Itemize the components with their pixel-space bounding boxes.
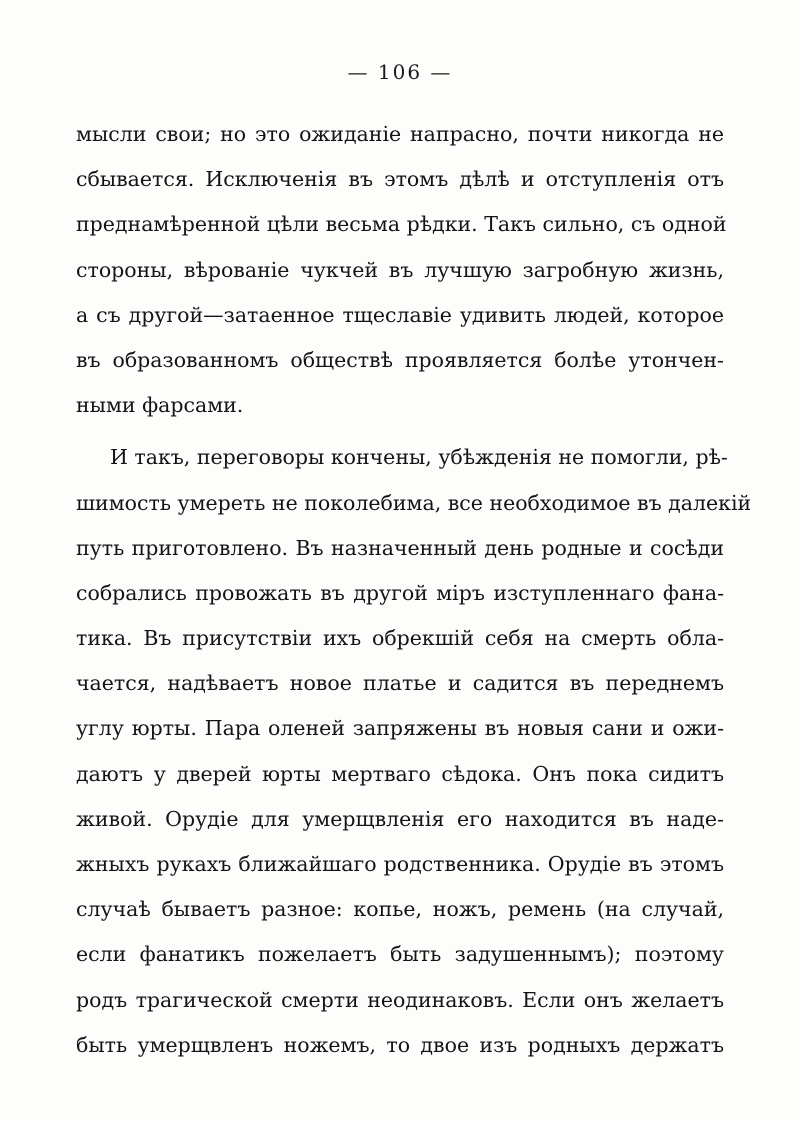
text-line: случаѣ бываетъ разное: копье, ножъ, ремень (на случай, xyxy=(76,897,724,922)
text-line: жныхъ рукахъ ближайшаго родственника. Орудіе въ этомъ xyxy=(76,852,724,876)
text-line: родъ трагической смерти неодинаковъ. Если онъ желаетъ xyxy=(76,987,724,1012)
text-line: чается, надѣваетъ новое платье и садится въ переднемъ xyxy=(76,671,724,696)
text-line: а съ другой—затаенное тщеславіе удивить людей, которое xyxy=(76,302,724,327)
text-line: если фанатикъ пожелаетъ быть задушеннымъ); поэтому xyxy=(76,942,724,967)
paragraph-1 xyxy=(76,112,727,428)
text-line: собрались провожать въ другой міръ изступленнаго фана- xyxy=(76,580,724,605)
page-number: — 106 — xyxy=(347,60,453,84)
body-text xyxy=(76,112,752,1068)
text-line: путь приготовлено. Въ назначенный день родные и сосѣди xyxy=(76,535,724,560)
text-line: даютъ у дверей юрты мертваго сѣдока. Онъ пока сидитъ xyxy=(76,761,724,786)
text-line: сбывается. Исключенія въ этомъ дѣлѣ и отступленія отъ xyxy=(76,167,724,192)
text-line: живой. Орудіе для умерщвленія его находится въ наде- xyxy=(76,806,724,831)
text-line: ными фарсами. xyxy=(76,393,244,418)
text-line: тика. Въ присутствіи ихъ обрекшій себя на смерть обла- xyxy=(76,626,724,651)
text-line: углу юрты. Пара оленей запряжены въ новыя сани и ожи- xyxy=(76,716,724,741)
text-line: шимость умереть не поколебима, все необходимое въ далекій xyxy=(76,490,752,515)
text-line: мысли свои; но это ожиданіе напрасно, почти никогда не xyxy=(76,122,724,146)
text-line: И такъ, переговоры кончены, убѣжденія не помогли, рѣ- xyxy=(110,445,728,470)
text-line: быть умерщвленъ ножемъ, то двое изъ родныхъ держатъ xyxy=(76,1032,724,1057)
text-line: стороны, вѣрованіе чукчей въ лучшую загробную жизнь, xyxy=(76,257,724,282)
paragraph-2 xyxy=(76,435,752,1068)
text-line: въ образованномъ обществѣ проявляется болѣе утончен- xyxy=(76,347,724,372)
text-line: преднамѣренной цѣли весьма рѣдки. Такъ сильно, съ одной xyxy=(76,212,727,237)
